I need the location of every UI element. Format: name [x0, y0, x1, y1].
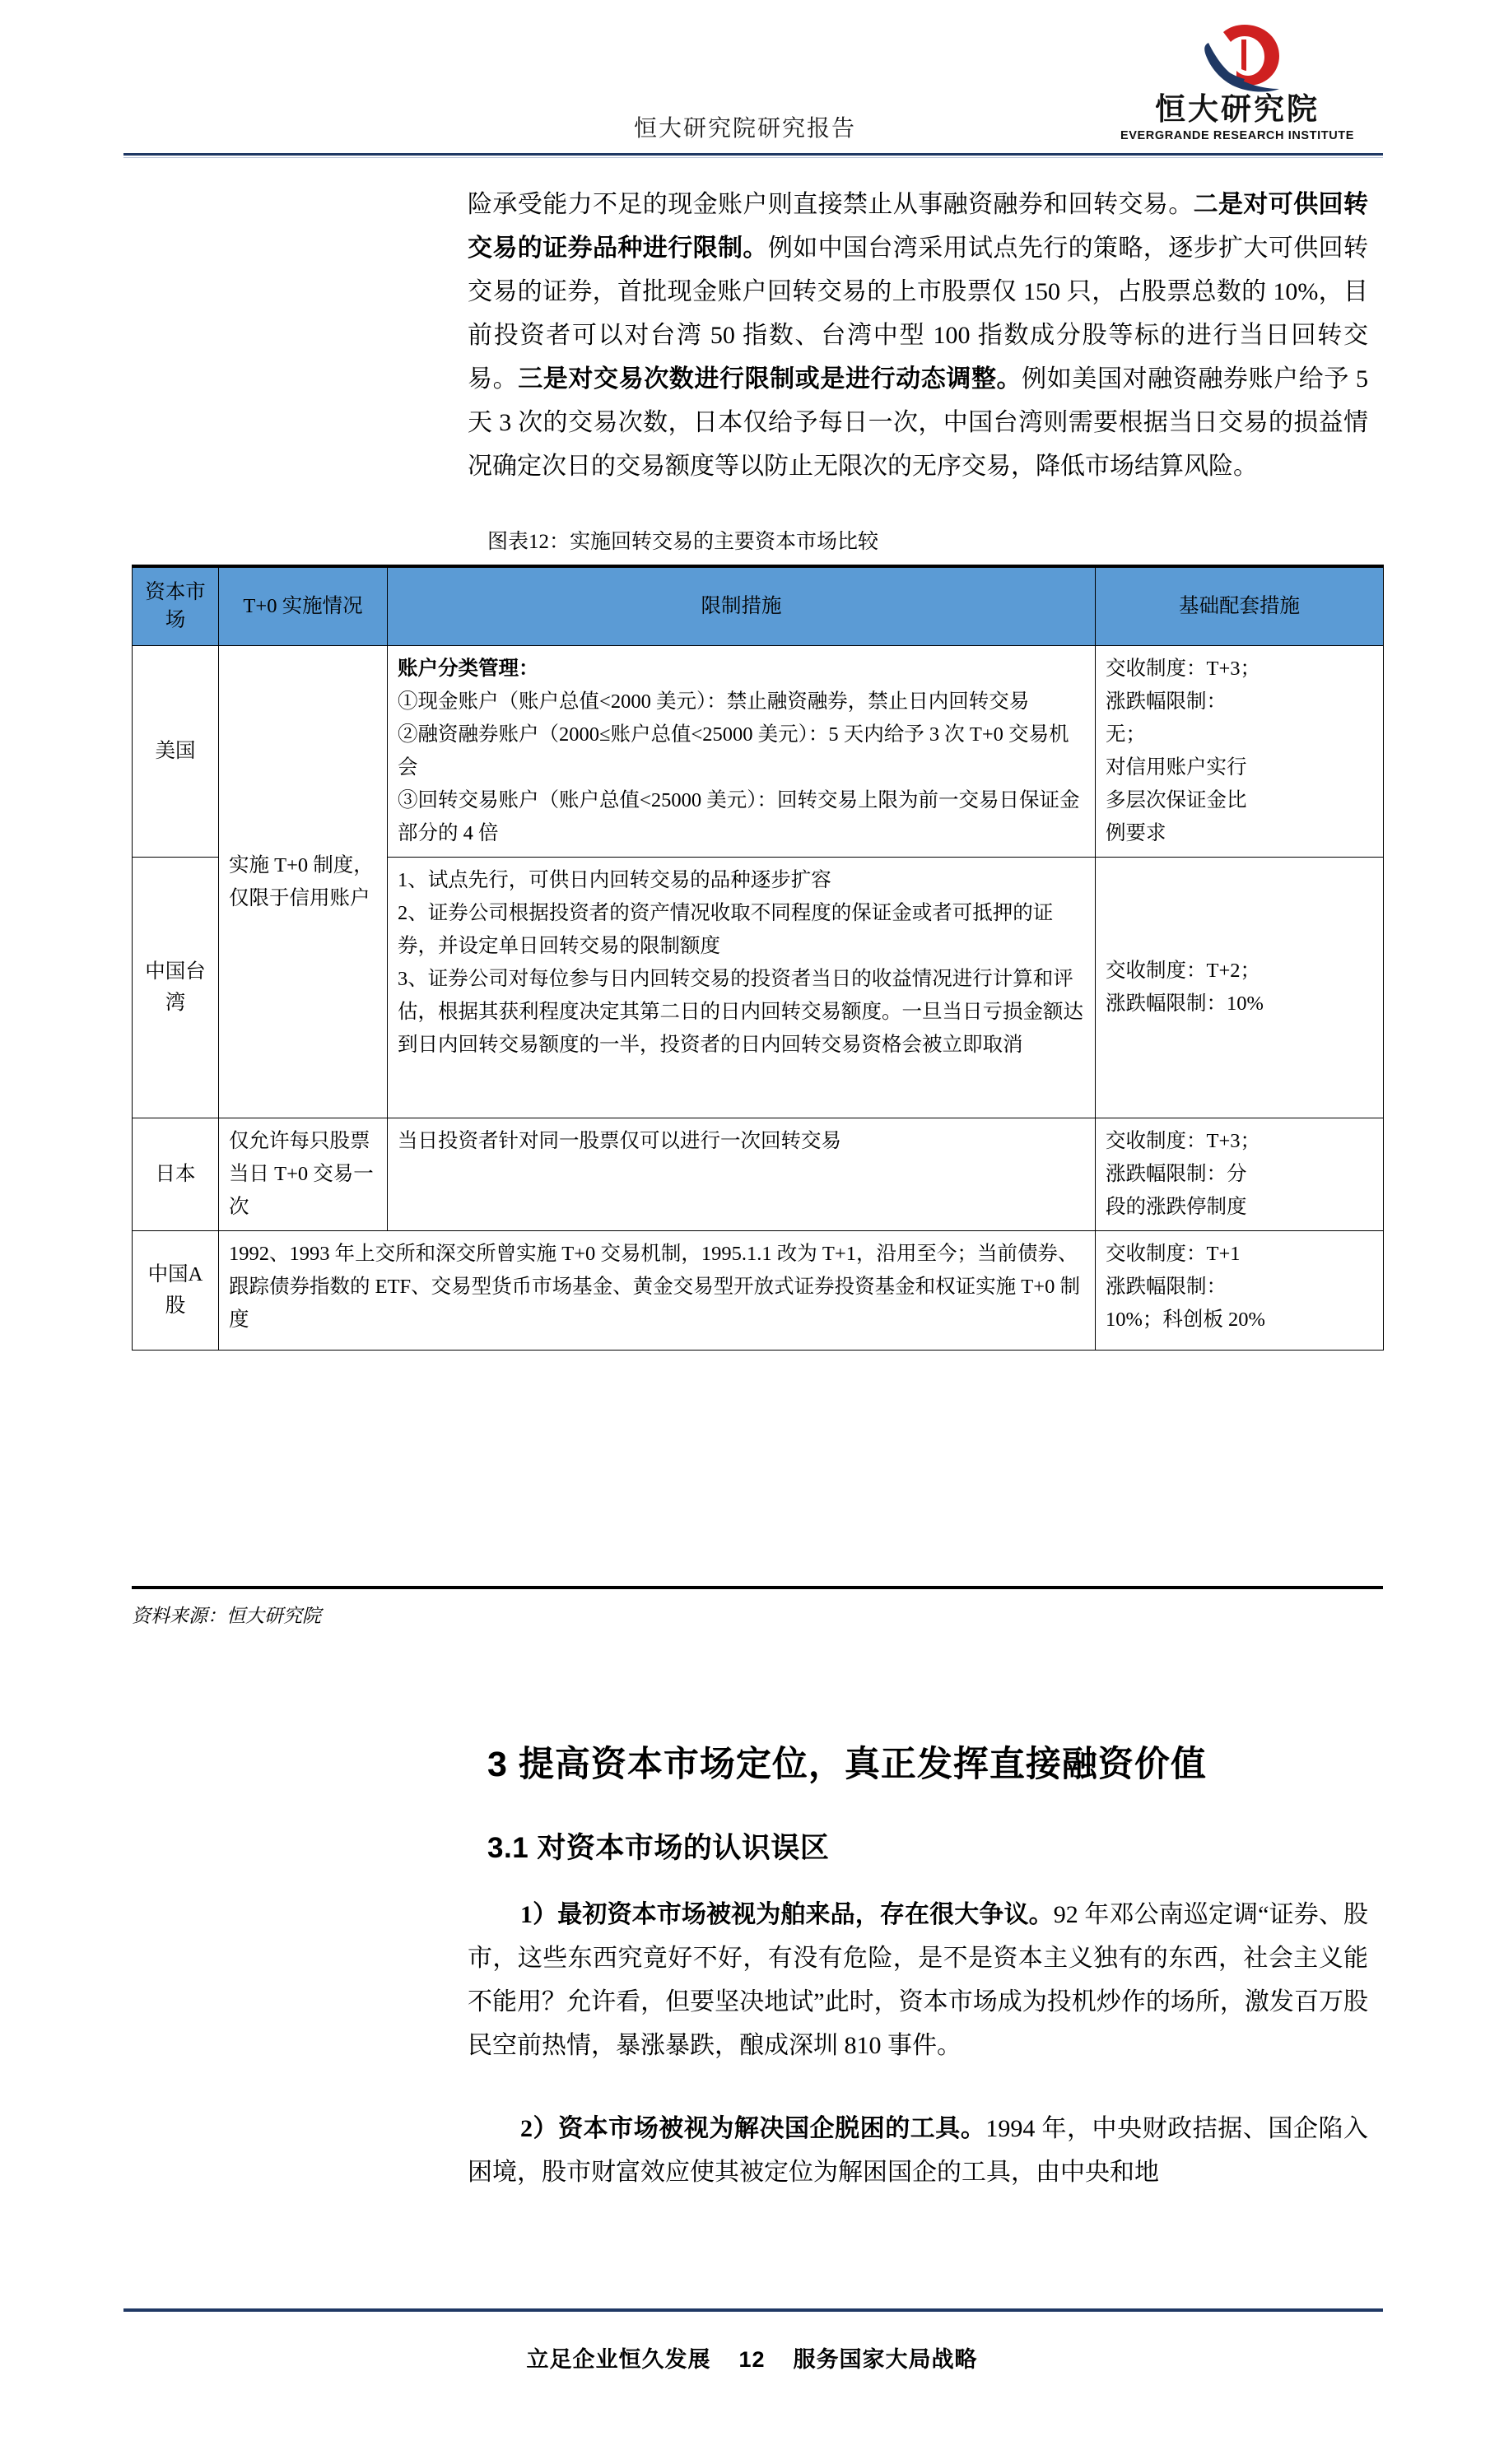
cell-support-china-a [1096, 1231, 1384, 1351]
cell-market-us: 美国 [133, 646, 219, 858]
paragraph-misconception-2 [468, 2107, 1368, 2194]
cell-market-china-a: 中国A股 [133, 1231, 219, 1351]
us-support-2: 涨跌幅限制： [1106, 690, 1227, 713]
jp-support-3: 段的涨跌停制度 [1106, 1196, 1247, 1218]
tw-support-2: 涨跌幅限制：10% [1106, 993, 1264, 1015]
section-heading-3-1: 3.1 对资本市场的认识误区 [487, 1832, 830, 1864]
paragraph-misconception-1 [468, 1893, 1368, 2067]
tw-restriction-3: 3、证券公司对每位参与日内回转交易的投资者当日的收益情况进行计算和评估，根据其获利程度决定其第二日的日内回转交易额度。一旦当日亏损金额达到日内回转交易额度的一半，投资者的日内回转交易资格会被立即取消 [398, 968, 1083, 1056]
col-header-support: 基础配套措施 [1096, 566, 1384, 646]
us-support-1: 交收制度：T+3； [1106, 658, 1261, 680]
cell-restrictions-japan: 当日投资者针对同一股票仅可以进行一次回转交易 [388, 1118, 1096, 1231]
evergrande-research-logo [1101, 21, 1373, 153]
section-heading-3: 3 提高资本市场定位，真正发挥直接融资价值 [487, 1745, 1207, 1784]
header-divider-thin [123, 157, 1383, 158]
paragraph-trading-restrictions [468, 183, 1368, 488]
us-support-4: 对信用账户实行 [1106, 756, 1247, 779]
us-support-5: 多层次保证金比 [1106, 789, 1247, 811]
cell-restrictions-us [388, 646, 1096, 858]
cell-support-japan [1096, 1118, 1384, 1231]
cn-support-2: 涨跌幅限制： [1106, 1276, 1227, 1298]
cell-t0-japan: 仅允许每只股票当日 T+0 交易一次 [219, 1118, 388, 1231]
para1-run-4: 三是对交易次数进行限制或是进行动态调整。 [518, 365, 1022, 393]
jp-support-1: 交收制度：T+3； [1106, 1130, 1261, 1152]
logo-mark-icon [1194, 23, 1292, 94]
cell-support-us [1096, 646, 1384, 858]
tw-restriction-2: 2、证券公司根据投资者的资产情况收取不同程度的保证金或者可抵押的证券，并设定单日回转交易的限制额度 [398, 902, 1054, 957]
page-footer [0, 2341, 1504, 2373]
para1-run-3: 例如中国台湾采用试点先行的策略，逐步扩大可供回转交易的证券，首批现金账户回转交易的上市股票仅 150 只，占股票总数的 10%，目前投资者可以对台湾 50 指数、台湾中型 100 指数成分股等标的进行当日回转交易。 [468, 235, 1369, 393]
cell-market-japan: 日本 [133, 1118, 219, 1231]
footer-divider [123, 2308, 1383, 2312]
logo-chinese-name: 恒大研究院 [1155, 92, 1320, 126]
cell-market-taiwan: 中国台湾 [133, 858, 219, 1118]
table-row [133, 646, 1384, 858]
para3-run-2: 1994 年，中央财政拮据、国企陷入困境，股市财富效应使其被定位为解困国企的工具，由中央和地 [468, 2115, 1368, 2186]
table-row [133, 1118, 1384, 1231]
footer-page-number: 12 [738, 2347, 766, 2372]
para3-run-1: 2）资本市场被视为解决国企脱困的工具。 [520, 2115, 986, 2142]
tw-restriction-1: 1、试点先行，可供日内回转交易的品种逐步扩容 [398, 869, 831, 891]
cell-t0-us-taiwan: 实施 T+0 制度，仅限于信用账户 [219, 646, 388, 1118]
tw-support-1: 交收制度：T+2； [1106, 960, 1261, 982]
us-restriction-3: ③回转交易账户（账户总值<25000 美元）：回转交易上限为前一交易日保证金部分的 4 倍 [398, 789, 1080, 844]
us-restriction-2: ②融资融券账户（2000≤账户总值<25000 美元）：5 天内给予 3 次 T+0 交易机会 [398, 723, 1069, 779]
capital-market-comparison-table [132, 565, 1383, 1351]
col-header-market: 资本市场 [133, 566, 219, 646]
table-source-note: 资料来源：恒大研究院 [132, 1606, 321, 1626]
table-row [133, 1231, 1384, 1351]
para2-run-1: 1）最初资本市场被视为舶来品，存在很大争议。 [520, 1901, 1054, 1928]
cn-support-1: 交收制度：T+1 [1106, 1243, 1241, 1265]
us-restriction-title: 账户分类管理： [398, 658, 539, 680]
cell-restrictions-taiwan [388, 858, 1096, 1118]
page-header [123, 21, 1383, 153]
table-caption: 图表12：实施回转交易的主要资本市场比较 [487, 531, 879, 553]
us-support-6: 例要求 [1106, 822, 1166, 844]
para1-run-2: 二是对可供回转交易的证券品种进行限制。 [468, 191, 1369, 262]
header-divider [123, 153, 1383, 156]
us-restriction-1: ①现金账户（账户总值<2000 美元）：禁止融资融券，禁止日内回转交易 [398, 690, 1030, 713]
col-header-restrictions: 限制措施 [388, 566, 1096, 646]
table-header-row [133, 566, 1384, 646]
cn-support-3: 10%；科创板 20% [1106, 1309, 1265, 1331]
cell-restrictions-china-a: 1992、1993 年上交所和深交所曾实施 T+0 交易机制，1995.1.1 改为 T+1，沿用至今；当前债券、跟踪债券指数的 ETF、交易型货币市场基金、黄金交易型开放式证券投资基金和权证实施 T+0 制度 [219, 1231, 1096, 1351]
header-report-title: 恒大研究院研究报告 [634, 116, 857, 142]
us-support-3: 无； [1106, 723, 1146, 746]
logo-english-name: EVERGRANDE RESEARCH INSTITUTE [1120, 129, 1355, 142]
cell-support-taiwan [1096, 858, 1384, 1118]
jp-support-2: 涨跌幅限制：分 [1106, 1163, 1247, 1185]
para1-run-1: 险承受能力不足的现金账户则直接禁止从事融资融券和回转交易。 [468, 191, 1194, 218]
para2-run-2: 92 年邓公南巡定调“证券、股市，这些东西究竟好不好，有没有危险，是不是资本主义独有的东西，社会主义能不能用？允许看，但要坚决地试”此时，资本市场成为投机炒作的场所，激发百万股民空前热情，暴涨暴跌，酿成深圳 810 事件。 [468, 1901, 1368, 2059]
col-header-t0-status: T+0 实施情况 [219, 566, 388, 646]
footer-right-slogan: 服务国家大局战略 [793, 2347, 978, 2372]
table-bottom-rule [132, 1586, 1383, 1589]
para1-run-5: 例如美国对融资融券账户给予 5 天 3 次的交易次数，日本仅给予每日一次，中国台湾则需要根据当日交易的损益情况确定次日的交易额度等以防止无限次的无序交易，降低市场结算风险。 [468, 365, 1369, 480]
footer-left-slogan: 立足企业恒久发展 [526, 2347, 711, 2372]
